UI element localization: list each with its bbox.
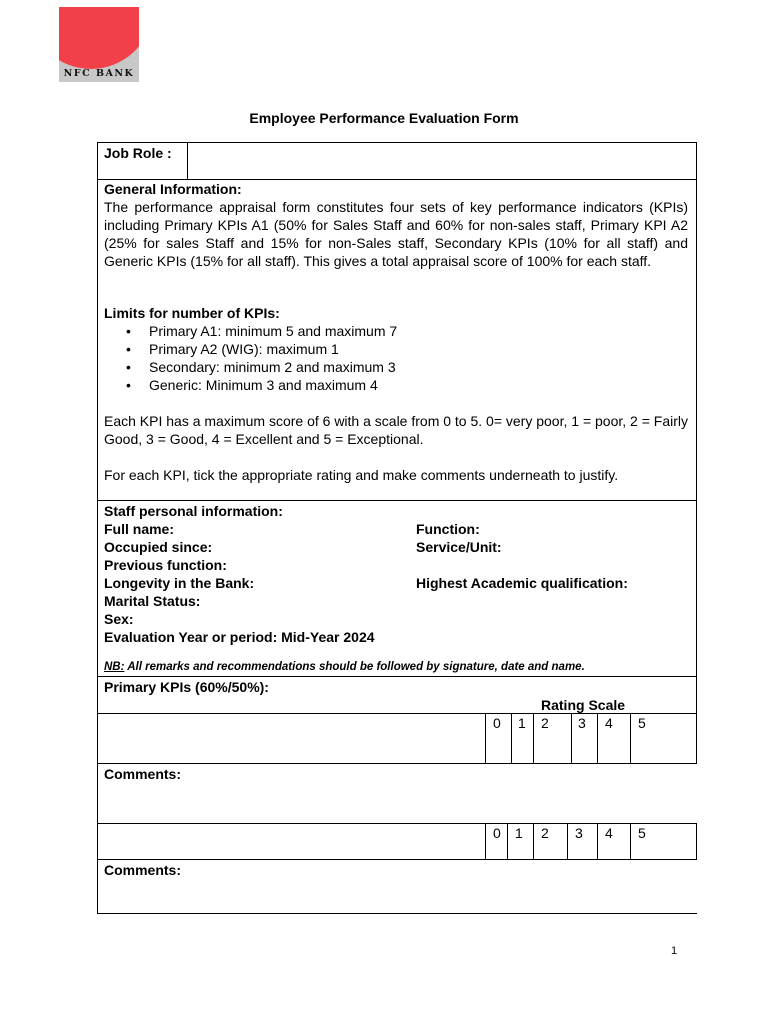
form-title: Employee Performance Evaluation Form	[249, 110, 519, 126]
bank-logo	[59, 7, 139, 82]
list-item: • Primary A2 (WIG): maximum 1	[104, 340, 664, 358]
rating-cell-divider	[597, 823, 598, 860]
rating-option[interactable]: 3	[578, 715, 586, 731]
rating-cell-divider	[511, 713, 512, 764]
logo-red-arc	[59, 7, 139, 69]
rating-option[interactable]: 3	[575, 825, 583, 841]
rating-option[interactable]: 2	[541, 715, 549, 731]
rating-cell-divider	[507, 823, 508, 860]
qualification-label: Highest Academic qualification:	[416, 575, 628, 591]
rating-option[interactable]: 2	[541, 825, 549, 841]
row-divider	[97, 823, 697, 824]
staff-info-heading: Staff personal information:	[104, 503, 283, 519]
rating-option[interactable]: 1	[518, 715, 526, 731]
rating-cell-divider	[485, 713, 486, 764]
table-right-border	[696, 142, 697, 764]
list-item: • Primary A1: minimum 5 and maximum 7	[104, 322, 664, 340]
marital-status-label: Marital Status:	[104, 593, 201, 609]
rating-cell-divider	[533, 713, 534, 764]
full-name-label: Full name:	[104, 521, 175, 537]
function-label: Function:	[416, 521, 480, 537]
limits-heading: Limits for number of KPIs:	[104, 305, 280, 321]
nb-text: All remarks and recommendations should be followed by signature, date and name.	[124, 661, 585, 673]
rating-cell-divider	[571, 713, 572, 764]
job-role-label: Job Role :	[104, 145, 172, 161]
rating-cell-divider	[630, 823, 631, 860]
nb-prefix: NB:	[104, 661, 125, 673]
rating-cell-divider	[630, 713, 631, 764]
rating-cell-divider	[533, 823, 534, 860]
primary-kpis-heading: Primary KPIs (60%/50%):	[104, 679, 269, 695]
job-role-field[interactable]	[189, 144, 694, 178]
table-right-border	[696, 823, 697, 860]
rating-option[interactable]: 4	[605, 715, 613, 731]
tick-instruction: For each KPI, tick the appropriate rating and make comments underneath to justify.	[104, 467, 619, 483]
list-item: • Secondary: minimum 2 and maximum 3	[104, 358, 664, 376]
rating-option[interactable]: 0	[493, 715, 501, 731]
table-left-border	[97, 142, 98, 914]
row-divider	[97, 859, 697, 860]
limits-list	[104, 322, 664, 394]
sex-label: Sex:	[104, 611, 134, 627]
kpi-description-field[interactable]	[99, 715, 484, 762]
rating-scale-label: Rating Scale	[541, 697, 626, 713]
rating-option[interactable]: 5	[638, 715, 646, 731]
rating-cell-divider	[485, 823, 486, 860]
kpi-description-field[interactable]	[99, 825, 484, 858]
row-divider	[97, 500, 697, 501]
evaluation-period-label: Evaluation Year or period: Mid-Year 2024	[104, 629, 375, 645]
rating-cell-divider	[567, 823, 568, 860]
rating-option[interactable]: 0	[493, 825, 501, 841]
general-info-paragraph: The performance appraisal form constitutes four sets of key performance indicators (KPIs) including Primary KPIs A1 (50% for Sales Staff and 60% for non-sales staff, Primary KPI A2 (25% for sales Staff and 15% for non-Sales staff, Secondary KPIs (10% for all staff) and Generic KPIs (15% for all staff). This gives a total appraisal score of 100% for each staff.	[104, 199, 688, 269]
comments-label: Comments:	[104, 766, 182, 782]
logo-text: NFC BANK	[63, 68, 135, 79]
rating-cell-divider	[597, 713, 598, 764]
longevity-label: Longevity in the Bank:	[104, 575, 255, 591]
service-unit-label: Service/Unit:	[416, 539, 502, 555]
comments-field[interactable]	[99, 879, 695, 911]
table-bottom-border	[97, 913, 697, 914]
job-role-divider	[187, 142, 188, 180]
rating-option[interactable]: 5	[638, 825, 646, 841]
occupied-since-label: Occupied since:	[104, 539, 213, 555]
nb-note	[104, 661, 585, 673]
comments-label: Comments:	[104, 862, 182, 878]
general-info-heading: General Information:	[104, 181, 242, 197]
row-divider	[97, 676, 697, 677]
scale-explanation: Each KPI has a maximum score of 6 with a scale from 0 to 5. 0= very poor, 1 = poor, 2 = Fairly Good, 3 = Good, 4 = Excellent and 5 = Exceptional.	[104, 413, 688, 447]
rating-option[interactable]: 4	[605, 825, 613, 841]
previous-function-label: Previous function:	[104, 557, 227, 573]
row-divider	[97, 763, 697, 764]
rating-option[interactable]: 1	[515, 825, 523, 841]
comments-field[interactable]	[99, 783, 695, 821]
page-number: 1	[671, 945, 678, 957]
list-item: • Generic: Minimum 3 and maximum 4	[104, 376, 664, 394]
